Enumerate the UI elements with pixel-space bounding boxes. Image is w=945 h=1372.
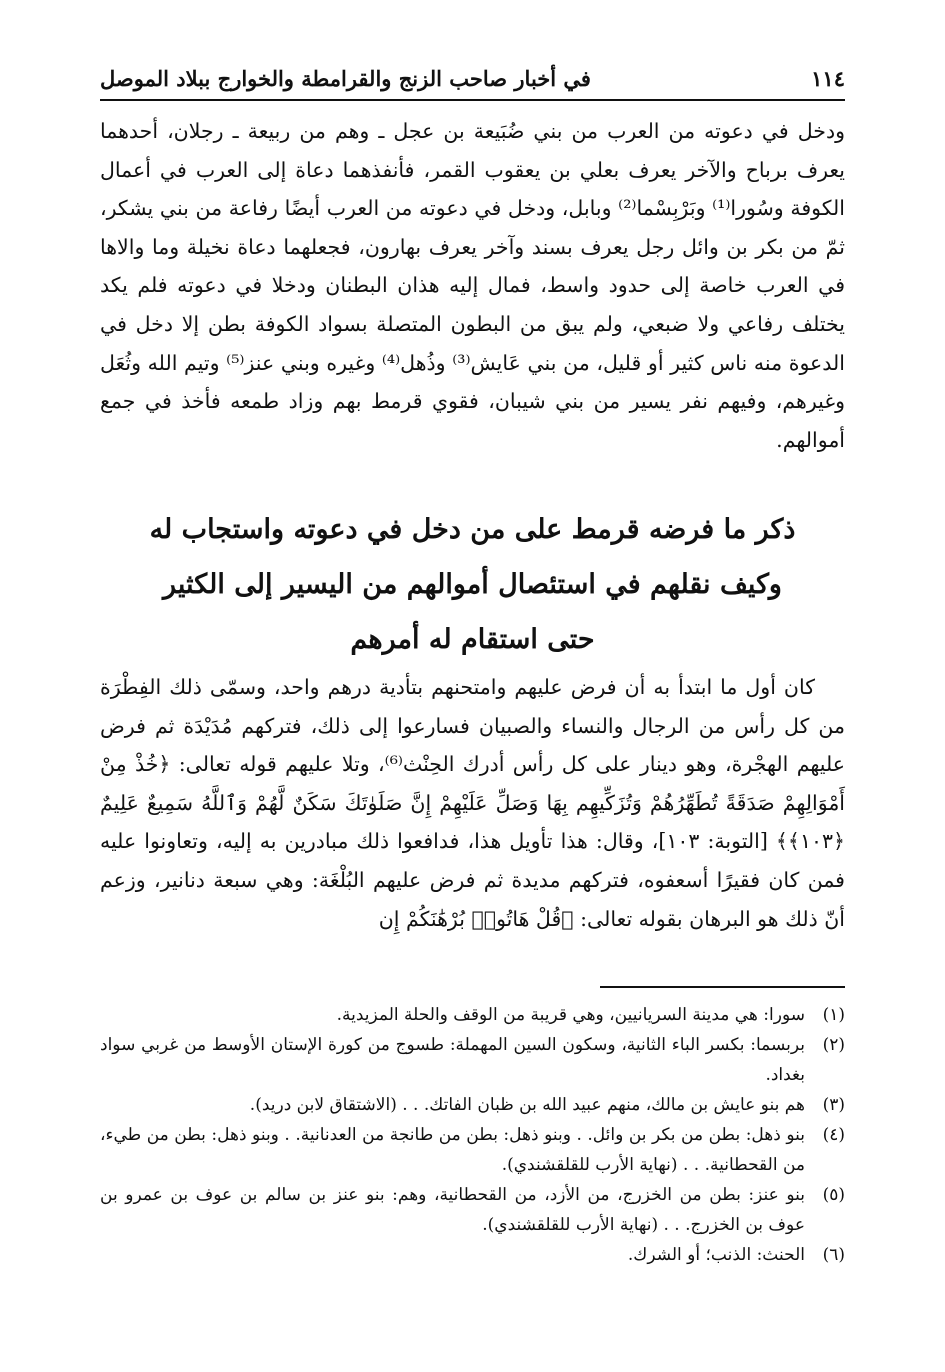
footnote-number: (١) [822, 1005, 845, 1025]
footnote-text: بنو ذهل: بطن من بكر بن وائل. . وبنو ذهل: بطن من طانجة من العدنانية. . وبنو ذهل: بطن من طيء، من القحطانية. . . (نهاية الأرب للقلقشندي). [100, 1125, 805, 1175]
footnote-2 [100, 1030, 845, 1090]
footnote-number: (٣) [822, 1095, 845, 1115]
footnote-6 [100, 1240, 845, 1270]
paragraph-2: كان أول ما ابتدأ به أن فرض عليهم وامتحنهم بتأدية درهم واحد، وسمّى ذلك الفِطْرَة من كل رأس من الرجال والنساء والصبيان فسارعوا إلى ذلك، فتركهم مُدَيْدَة ثم فرض عليهم الهجْرة، وهو دينار على كل رأس أدرك الحِنْث⁽⁶⁾، وتلا عليهم قوله تعالى: ﴿خُذْ مِنْ أَمْوَالِهِمْ صَدَقَةً تُطَهِّرُهُمْ وَتُزَكِّيهِم بِهَا وَصَلِّ عَلَيْهِمْ إِنَّ صَلَوٰتَكَ سَكَنٌ لَّهُمْ وَٱللَّهُ سَمِيعٌ عَلِيمٌ ﴿١٠٣﴾﴾ [التوبة: ١٠٣]، وقال: هذا تأويل هذا، فدافعوا ذلك مبادرين به إليه، وتعاونوا عليه فمن كان فقيرًا أسعفوه، فتركهم مديدة ثم فرض عليهم البُلْغَة: وهي سبعة دنانير، وزعم أنّ ذلك هو البرهان بقوله تعالى: ﴿قُلْ هَاتُوا۟ بُرْهَٰنَكُمْ إِن [100, 675, 846, 931]
body-section-1 [100, 112, 845, 459]
paragraph-1: ودخل في دعوته من العرب من بني ضُبَيعة بن عجل ـ وهم من ربيعة ـ رجلان، أحدهما يعرف برباح والآخر يعرف بعلي بن يعقوب القمر، فأنفذهما دعاة إلى العرب في أعمال الكوفة وسُورا⁽¹⁾ وبَرْبِسْما⁽²⁾ وبابل، ودخل في دعوته من العرب أيضًا رفاعة من بني يشكر، ثمّ من بكر بن وائل رجل يعرف بسند وآخر يعرف بهارون، فجعلهما دعاة نخيلة وما والاها في العرب خاصة إلى حدود واسط، فمال إليه هذان البطنان ودخلا في دعوته فلم يكد يختلف رفاعي ولا ضبعي، ولم يبق من البطون المتصلة بسواد الكوفة بطن إلا دخل في الدعوة منه ناس كثير أو قليل، من بني عَايش⁽³⁾ وذُهل⁽⁴⁾ وغيره وبني عنز⁽⁵⁾ وتيم الله وثُعَل وغيرهم، وفيهم نفر يسير من بني شيبان، فقوي قرمط بهم وزاد طمعه فأخذ في جمع أموالهم. [100, 119, 845, 452]
body-section-2 [100, 668, 845, 938]
heading-line-1: ذكر ما فرضه قرمط على من دخل في دعوته واستجاب له [149, 514, 796, 545]
section-heading [100, 502, 845, 667]
page-number: ١١٤ [811, 65, 845, 91]
footnote-text: هم بنو عايش بن مالك، منهم عبيد الله بن ظبان الفاتك. . . (الاشتقاق لابن دريد). [249, 1095, 805, 1115]
footnotes [100, 1000, 845, 1270]
header-rule [100, 99, 845, 101]
footnote-1 [100, 1000, 845, 1030]
footnote-4 [100, 1120, 845, 1180]
running-title: في أخبار صاحب الزنج والقرامطة والخوارج ببلاد الموصل [100, 65, 591, 91]
footnote-number: (٥) [822, 1185, 845, 1205]
footnote-text: الحنث: الذنب؛ أو الشرك. [627, 1245, 805, 1265]
heading-line-3: حتى استقام له أمرهم [350, 624, 595, 655]
footnote-text: سورا: هي مدينة السريانيين، وهي قريبة من الوقف والحلة المزيدية. [336, 1005, 805, 1025]
page-header [100, 60, 845, 96]
footnote-number: (٦) [822, 1245, 845, 1265]
footnote-text: بربسما: بكسر الباء الثانية، وسكون السين المهملة: طسوج من كورة الإستان الأوسط من غربي سواد بغداد. [100, 1035, 805, 1085]
footnote-5 [100, 1180, 845, 1240]
footnote-text: بنو عنز: بطن من الخزرج، من الأزد، من القحطانية، وهم: بنو عنز بن سالم بن عوف بن عمرو بن عوف بن الخزرج. . . (نهاية الأرب للقلقشندي). [100, 1185, 805, 1235]
footnote-rule [600, 986, 845, 988]
footnote-3 [100, 1090, 845, 1120]
heading-line-2: وكيف نقلهم في استئصال أموالهم من اليسير إلى الكثير [163, 569, 782, 600]
footnote-number: (٤) [822, 1125, 845, 1145]
footnote-number: (٢) [822, 1035, 845, 1055]
